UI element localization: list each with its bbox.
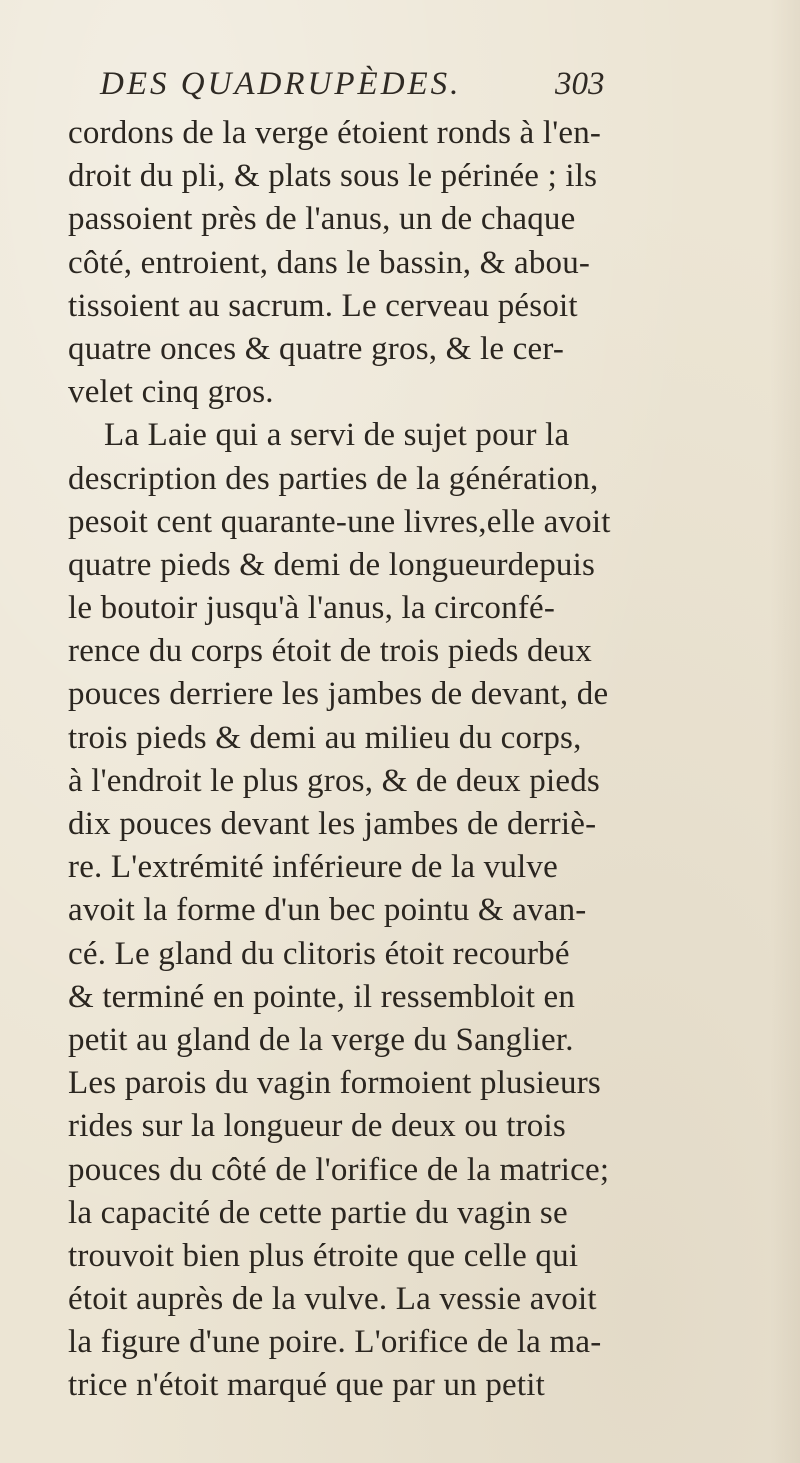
- text-line: côté, entroient, dans le bassin, & abou-: [68, 244, 591, 281]
- text-line: étoit auprès de la vulve. La vessie avoit: [68, 1281, 597, 1318]
- text-line: trois pieds & demi au milieu du corps,: [68, 719, 582, 756]
- text-line: à l'endroit le plus gros, & de deux pieds: [68, 762, 600, 799]
- text-line: avoit la forme d'un bec pointu & avan-: [68, 892, 587, 929]
- text-line: rides sur la longueur de deux ou trois: [68, 1108, 566, 1145]
- text-line: dix pouces devant les jambes de derriè-: [68, 806, 597, 842]
- page-number: 303: [555, 66, 605, 102]
- page-header: [100, 66, 760, 106]
- text-line: & terminé en pointe, il ressembloit en: [68, 978, 576, 1015]
- text-line: pesoit cent quarante-une livres,elle avoit: [68, 503, 611, 540]
- text-line: velet cinq gros.: [68, 374, 274, 411]
- text-line: trice n'étoit marqué que par un petit: [68, 1367, 546, 1404]
- page-edge-shadow: [770, 0, 800, 1463]
- text-line: description des parties de la génération,: [68, 460, 599, 497]
- text-line: la capacité de cette partie du vagin se: [68, 1194, 568, 1231]
- text-line: la figure d'une poire. L'orifice de la ma-: [68, 1324, 602, 1361]
- text-line: petit au gland de la verge du Sanglier.: [68, 1021, 574, 1058]
- text-line: droit du pli, & plats sous le périnée ; ils: [68, 158, 598, 195]
- running-title: DES QUADRUPÈDES.: [100, 66, 462, 102]
- text-line: quatre pieds & demi de longueurdepuis: [68, 546, 596, 583]
- body-text: [68, 112, 768, 1408]
- text-line: pouces derriere les jambes de devant, de: [68, 676, 609, 713]
- text-line: re. L'extrémité inférieure de la vulve: [68, 849, 558, 886]
- text-line: cé. Le gland du clitoris étoit recourbé: [68, 935, 570, 972]
- text-line: tissoient au sacrum. Le cerveau pésoit: [68, 287, 578, 324]
- text-line: quatre onces & quatre gros, & le cer-: [68, 330, 565, 367]
- paragraph-start-line: La Laie qui a servi de sujet pour la: [104, 417, 570, 454]
- text-line: passoient près de l'anus, un de chaque: [68, 201, 576, 238]
- text-line: rence du corps étoit de trois pieds deux: [68, 633, 592, 670]
- text-line: Les parois du vagin formoient plusieurs: [68, 1065, 601, 1102]
- text-line: trouvoit bien plus étroite que celle qui: [68, 1237, 579, 1274]
- text-line: pouces du côté de l'orifice de la matrice;: [68, 1151, 610, 1188]
- text-line: le boutoir jusqu'à l'anus, la circonfé-: [68, 590, 556, 627]
- text-line: cordons de la verge étoient ronds à l'en-: [68, 115, 602, 151]
